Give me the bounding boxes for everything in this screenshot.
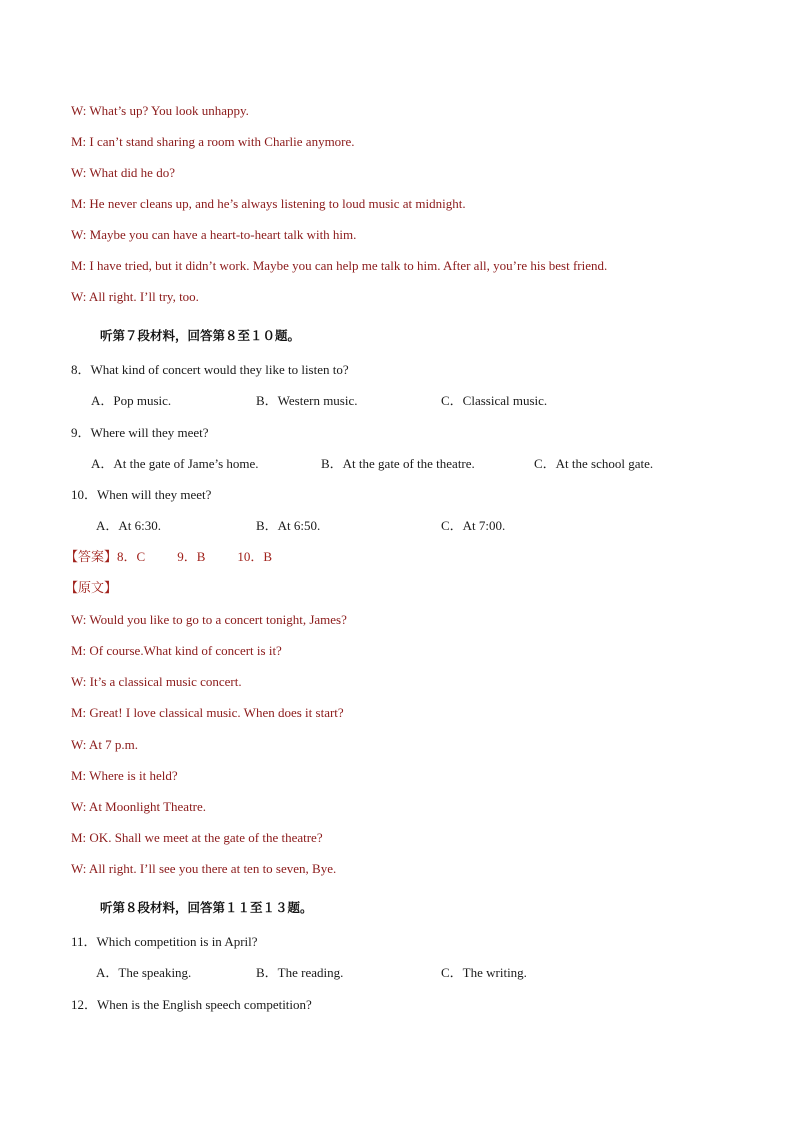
section-heading-8: 听第８段材料，回答第１１至１３题。 bbox=[100, 900, 313, 915]
dialogue-line: M: He never cleans up, and he’s always listening to loud music at midnight. bbox=[71, 196, 466, 211]
dialogue-line: M: Of course.What kind of concert is it? bbox=[71, 643, 282, 658]
answer-value: 10．B bbox=[237, 549, 273, 564]
dialogue-line: M: I can’t stand sharing a room with Charlie anymore. bbox=[71, 134, 355, 149]
q8-option-b: B．Western music. bbox=[256, 393, 358, 408]
q8-option-c: C．Classical music. bbox=[441, 393, 548, 408]
q9-option-b: B．At the gate of the theatre. bbox=[321, 456, 475, 471]
q11-option-a: A．The speaking. bbox=[96, 965, 192, 980]
dialogue-line: M: I have tried, but it didn’t work. Maybe you can help me talk to him. After all, you’re his best friend. bbox=[71, 258, 608, 273]
dialogue-line: M: Great! I love classical music. When does it start? bbox=[71, 705, 344, 720]
q8-option-a: A．Pop music. bbox=[91, 393, 172, 408]
dialogue-line: W: All right. I’ll try, too. bbox=[71, 289, 199, 304]
q10-option-c: C．At 7:00. bbox=[441, 518, 506, 533]
original-text-tag: 【原文】 bbox=[65, 580, 118, 595]
dialogue-line: W: What’s up? You look unhappy. bbox=[71, 103, 249, 118]
dialogue-line: W: All right. I’ll see you there at ten to seven, Bye. bbox=[71, 861, 337, 876]
dialogue-line: W: What did he do? bbox=[71, 165, 175, 180]
q9-option-c: C．At the school gate. bbox=[534, 456, 654, 471]
question-8: 8．What kind of concert would they like to listen to? bbox=[71, 362, 349, 377]
q10-option-a: A．At 6:30. bbox=[96, 518, 162, 533]
answer-value: 9．B bbox=[177, 549, 206, 564]
answer-tag: 【答案】 bbox=[65, 549, 118, 564]
dialogue-line: M: OK. Shall we meet at the gate of the theatre? bbox=[71, 830, 323, 845]
q9-option-a: A．At the gate of Jame’s home. bbox=[91, 456, 259, 471]
dialogue-line: W: It’s a classical music concert. bbox=[71, 674, 242, 689]
q11-option-b: B．The reading. bbox=[256, 965, 344, 980]
dialogue-line: W: At Moonlight Theatre. bbox=[71, 799, 207, 814]
answer-value: 8．C bbox=[117, 549, 146, 564]
question-10: 10．When will they meet? bbox=[71, 487, 212, 502]
question-12: 12．When is the English speech competition? bbox=[71, 997, 312, 1012]
dialogue-line: W: Maybe you can have a heart-to-heart talk with him. bbox=[71, 227, 357, 242]
section-heading-7: 听第７段材料，回答第８至１０题。 bbox=[100, 328, 301, 343]
dialogue-line: W: Would you like to go to a concert tonight, James? bbox=[71, 612, 347, 627]
question-11: 11．Which competition is in April? bbox=[71, 934, 258, 949]
answer-row bbox=[65, 549, 272, 565]
dialogue-line: W: At 7 p.m. bbox=[71, 737, 139, 752]
dialogue-line: M: Where is it held? bbox=[71, 768, 178, 783]
q11-option-c: C．The writing. bbox=[441, 965, 527, 980]
question-9: 9．Where will they meet? bbox=[71, 425, 209, 440]
q10-option-b: B．At 6:50. bbox=[256, 518, 321, 533]
